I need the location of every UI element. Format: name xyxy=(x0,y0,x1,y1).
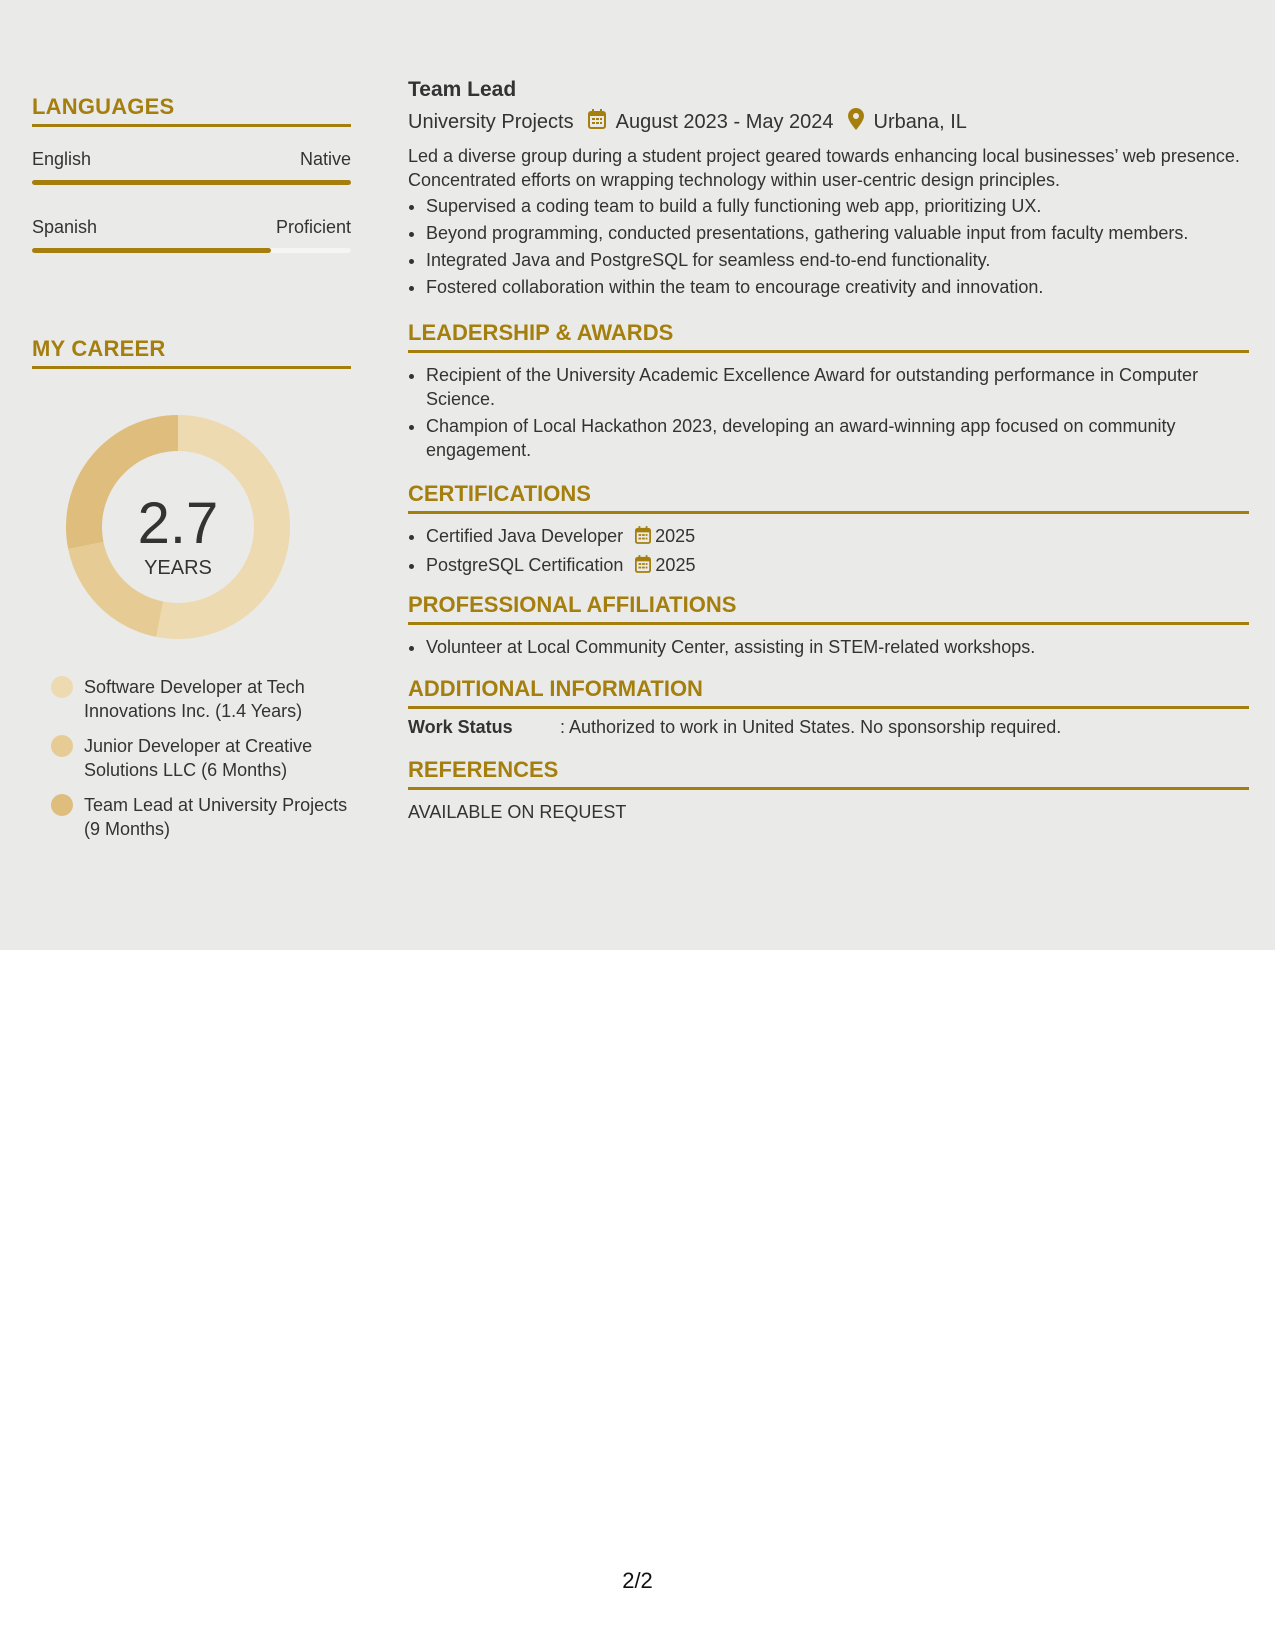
job-bullet: • Integrated Java and PostgreSQL for seamless end-to-end functionality. xyxy=(426,248,1249,272)
affiliations-section xyxy=(408,592,1249,662)
affiliation-item: • Volunteer at Local Community Center, assisting in STEM-related workshops. xyxy=(426,635,1249,659)
language-proficiency-fill xyxy=(32,180,351,185)
work-status-label: Work Status xyxy=(408,717,513,737)
language-proficiency-fill xyxy=(32,248,271,253)
additional-information-title: ADDITIONAL INFORMATION xyxy=(408,676,1249,709)
calendar-icon xyxy=(588,109,606,135)
certification-name: Certified Java Developer xyxy=(426,526,624,546)
career-section xyxy=(32,336,351,369)
job-bullet: • Beyond programming, conducted presentations, gathering valuable input from faculty members. xyxy=(426,221,1249,245)
experience-entry xyxy=(408,78,1249,302)
certifications-section xyxy=(408,481,1249,582)
job-bullet: • Fostered collaboration within the team to encourage creativity and innovation. xyxy=(426,275,1249,299)
language-item-spanish xyxy=(32,217,351,253)
work-status-value: : Authorized to work in United States. No sponsorship required. xyxy=(560,717,1062,737)
certification-name: PostgreSQL Certification xyxy=(426,555,624,575)
languages-title: LANGUAGES xyxy=(32,94,351,127)
career-donut-chart xyxy=(58,407,298,647)
job-bullets xyxy=(408,194,1249,299)
language-item-english xyxy=(32,149,351,185)
career-legend-item xyxy=(51,793,351,841)
job-dates: August 2023 - May 2024 xyxy=(615,110,834,133)
page-number: 2/2 xyxy=(622,1568,653,1593)
legend-swatch xyxy=(51,794,73,816)
job-bullet: • Supervised a coding team to build a fully functioning web app, prioritizing UX. xyxy=(426,194,1249,218)
map-pin-icon xyxy=(848,108,864,136)
career-total-value: 2.7 xyxy=(137,491,219,556)
career-title: MY CAREER xyxy=(32,336,351,369)
legend-swatch xyxy=(51,735,73,757)
language-name: English xyxy=(32,149,92,169)
job-company: University Projects xyxy=(408,110,574,133)
references-text: AVAILABLE ON REQUEST xyxy=(408,802,627,822)
language-proficiency-bar xyxy=(32,180,351,185)
certification-item xyxy=(426,553,1249,579)
languages-section xyxy=(32,94,351,253)
certifications-title: CERTIFICATIONS xyxy=(408,481,1249,514)
leadership-section xyxy=(408,320,1249,465)
job-location: Urbana, IL xyxy=(873,110,967,133)
career-legend-item xyxy=(51,675,351,723)
calendar-icon xyxy=(635,526,651,550)
language-proficiency-bar xyxy=(32,248,351,253)
language-level: Native xyxy=(299,149,351,169)
language-level: Proficient xyxy=(275,217,351,237)
job-summary: Led a diverse group during a student project geared towards enhancing local businesses’ web presence. Concentrated efforts on wrapping technology within user-centric design principles. xyxy=(408,146,1240,190)
job-title: Team Lead xyxy=(408,78,517,101)
legend-label: Team Lead at University Projects (9 Months) xyxy=(84,795,348,839)
language-name: Spanish xyxy=(32,217,98,237)
legend-label: Junior Developer at Creative Solutions LLC (6 Months) xyxy=(84,736,313,780)
references-title: REFERENCES xyxy=(408,757,1249,790)
leadership-item: • Champion of Local Hackathon 2023, developing an award-winning app focused on community engagement. xyxy=(426,414,1249,462)
affiliations-title: PROFESSIONAL AFFILIATIONS xyxy=(408,592,1249,625)
work-status-row xyxy=(408,717,1249,738)
legend-label: Software Developer at Tech Innovations Inc. (1.4 Years) xyxy=(84,677,305,721)
certification-year: 2025 xyxy=(655,555,696,575)
career-legend xyxy=(32,675,351,841)
leadership-item: • Recipient of the University Academic Excellence Award for outstanding performance in Computer Science. xyxy=(426,363,1249,411)
additional-information-section xyxy=(408,676,1249,738)
legend-swatch xyxy=(51,676,73,698)
career-total-unit: YEARS xyxy=(144,557,212,579)
job-meta xyxy=(408,108,1249,136)
certification-year: 2025 xyxy=(655,526,696,546)
career-legend-item xyxy=(51,734,351,782)
leadership-title: LEADERSHIP & AWARDS xyxy=(408,320,1249,353)
references-section xyxy=(408,757,1249,823)
certification-item xyxy=(426,524,1249,550)
calendar-icon xyxy=(635,555,651,579)
